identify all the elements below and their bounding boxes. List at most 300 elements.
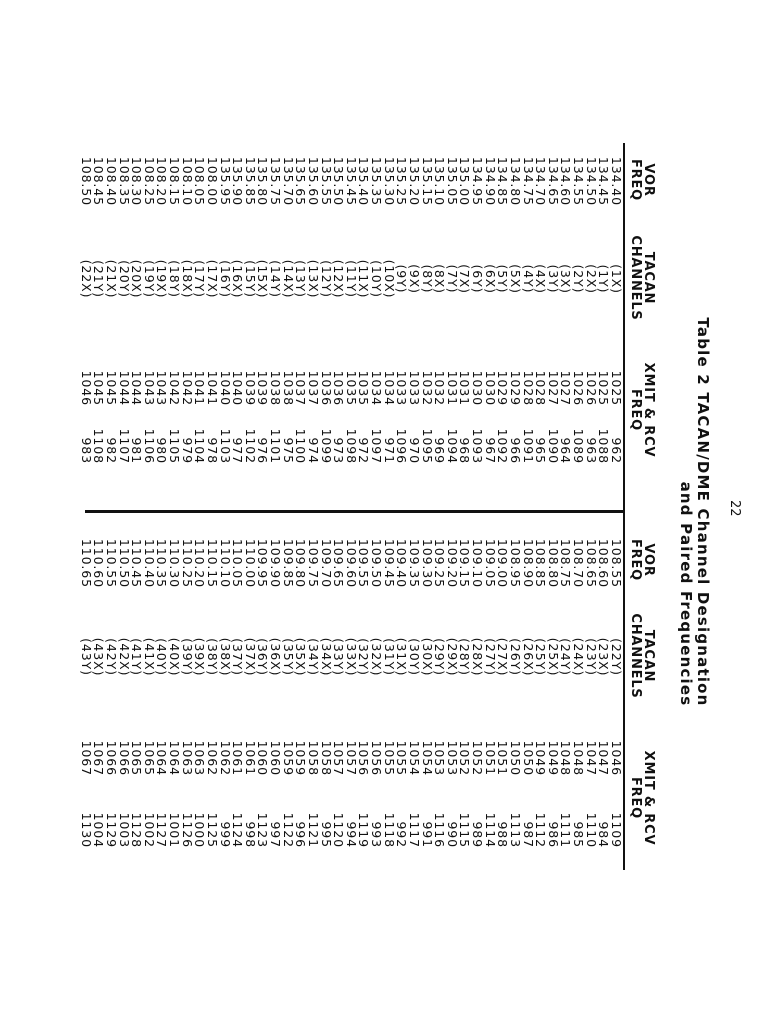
- right-vor-cell: 108.65: [583, 538, 599, 588]
- right-rcv-cell: 993: [369, 821, 385, 848]
- left-tacan-cell: (11Y): [343, 260, 359, 298]
- left-vor-cell: 108.45: [91, 156, 107, 206]
- right-vor-cell: 109.10: [470, 538, 486, 588]
- left-tacan-cell: (16Y): [217, 260, 233, 298]
- right-tacan-cell: (30X): [419, 637, 435, 677]
- left-xmit-cell: 1036: [318, 370, 334, 406]
- left-xmit-cell: 1040: [230, 370, 246, 406]
- header-left-vor-line2: FREQ: [628, 158, 643, 202]
- right-rcv-cell: 994: [343, 821, 359, 848]
- left-tacan-cell: (10Y): [369, 260, 385, 298]
- left-xmit-cell: 1042: [179, 370, 195, 406]
- right-tacan-cell: (36X): [268, 637, 284, 677]
- left-xmit-cell: 1036: [331, 370, 347, 406]
- left-xmit-cell: 1030: [482, 370, 498, 406]
- left-tacan-cell: (7X): [457, 264, 473, 294]
- left-vor-cell: 135.85: [242, 156, 258, 206]
- left-vor-cell: 108.05: [192, 156, 208, 206]
- left-xmit-cell: 1041: [192, 370, 208, 406]
- right-rcv-cell: 1001: [167, 812, 183, 848]
- right-tacan-cell: (42Y): [104, 638, 119, 676]
- right-vor-cell: 109.30: [419, 538, 435, 588]
- right-rcv-cell: 1119: [356, 812, 372, 848]
- right-tacan-cell: (33X): [343, 637, 359, 677]
- right-xmit-cell: 1066: [104, 740, 119, 776]
- left-vor-cell: 108.00: [205, 156, 220, 206]
- left-rcv-cell: 1090: [545, 428, 561, 464]
- right-rcv-cell: 987: [520, 821, 536, 848]
- right-rcv-cell: 1003: [116, 812, 132, 848]
- right-vor-cell: 109.95: [255, 538, 271, 588]
- left-rcv-cell: 976: [255, 437, 271, 464]
- header-left-tacan-line2: CHANNELS: [628, 235, 643, 321]
- right-xmit-cell: 1067: [78, 740, 94, 776]
- left-vor-cell: 135.80: [255, 156, 271, 206]
- left-vor-column: [79, 140, 622, 206]
- header-right-tacan-line2: CHANNELS: [628, 613, 643, 699]
- left-xmit-cell: 1039: [255, 370, 271, 406]
- left-tacan-cell: (21X): [104, 259, 119, 299]
- right-tacan-cell: (31X): [394, 637, 410, 677]
- right-rcv-cell: 992: [394, 821, 410, 848]
- left-vor-cell: 135.50: [331, 156, 347, 206]
- right-vor-cell: 110.15: [205, 538, 220, 588]
- left-vor-cell: 108.35: [116, 156, 132, 206]
- right-vor-cell: 109.55: [356, 538, 372, 588]
- left-tacan-cell: (13Y): [293, 260, 309, 298]
- right-tacan-cell: (23Y): [583, 638, 599, 676]
- left-vor-cell: 135.15: [419, 156, 435, 206]
- right-rcv-cell: 1115: [457, 812, 473, 848]
- left-rcv-cell: 972: [356, 437, 372, 464]
- right-vor-cell: 109.25: [432, 538, 448, 588]
- left-rcv-cell: 971: [381, 437, 397, 464]
- right-xmit-cell: 1051: [482, 740, 498, 776]
- left-xmit-cell: 1029: [508, 370, 523, 406]
- right-xmit-cell: 1065: [129, 740, 145, 776]
- right-vor-cell: 109.85: [280, 538, 296, 588]
- left-tacan-cell: (17X): [205, 259, 220, 299]
- right-vor-cell: 108.55: [609, 538, 624, 588]
- right-vor-cell: 109.20: [444, 538, 460, 588]
- header-right-vor-line1: VOR: [641, 543, 656, 577]
- right-rcv-cell: 990: [444, 821, 460, 848]
- left-xmit-cell: 1031: [444, 370, 460, 406]
- left-vor-cell: 108.50: [78, 156, 94, 206]
- right-vor-cell: 109.80: [293, 538, 309, 588]
- left-vor-cell: 135.45: [343, 156, 359, 206]
- left-rcv-cell: 1099: [318, 428, 334, 464]
- left-tacan-cell: (6Y): [470, 264, 486, 294]
- left-xmit-cell: 1033: [394, 370, 410, 406]
- right-vor-cell: 110.40: [141, 538, 157, 588]
- left-rcv-cell: 970: [407, 437, 422, 464]
- left-xmit-cell: 1033: [407, 370, 422, 406]
- left-tacan-cell: (2Y): [571, 264, 587, 294]
- left-rcv-cell: 1091: [520, 428, 536, 464]
- right-tacan-cell: (39Y): [179, 638, 195, 676]
- right-tacan-cell: (31Y): [381, 638, 397, 676]
- right-vor-cell: 110.00: [242, 538, 258, 588]
- right-vor-cell: 109.45: [381, 538, 397, 588]
- left-vor-cell: 134.85: [495, 156, 511, 206]
- left-xmit-cell: 1046: [78, 370, 94, 406]
- right-xmit-column: [79, 736, 622, 776]
- right-vor-cell: 109.15: [457, 538, 473, 588]
- left-rcv-cell: 1094: [444, 428, 460, 464]
- right-xmit-cell: 1061: [230, 740, 246, 776]
- left-tacan-cell: (3X): [558, 264, 574, 294]
- left-tacan-cell: (21Y): [91, 260, 107, 298]
- left-xmit-cell: 1044: [129, 370, 145, 406]
- left-vor-cell: 135.20: [407, 156, 422, 206]
- left-xmit-cell: 1032: [432, 370, 448, 406]
- right-tacan-cell: (22Y): [609, 638, 624, 676]
- left-vor-cell: 134.50: [583, 156, 599, 206]
- left-vor-cell: 108.15: [167, 156, 183, 206]
- left-vor-cell: 135.55: [318, 156, 334, 206]
- header-left-tacan: [629, 228, 655, 328]
- right-rcv-cell: 1126: [179, 812, 195, 848]
- right-tacan-cell: (41Y): [129, 638, 145, 676]
- header-left-xmit-line1: XMIT & RCV: [641, 362, 656, 458]
- left-xmit-cell: 1026: [583, 370, 599, 406]
- right-tacan-cell: (26Y): [508, 638, 523, 676]
- left-rcv-cell: 981: [129, 437, 145, 464]
- left-vor-cell: 135.35: [369, 156, 385, 206]
- left-vor-cell: 134.55: [571, 156, 587, 206]
- left-xmit-cell: 1039: [242, 370, 258, 406]
- right-tacan-cell: (36Y): [255, 638, 271, 676]
- left-rcv-cell: 975: [280, 437, 296, 464]
- left-xmit-cell: 1026: [571, 370, 587, 406]
- left-vor-cell: 134.90: [482, 156, 498, 206]
- left-tacan-cell: (19Y): [141, 260, 157, 298]
- right-tacan-cell: (25X): [545, 637, 561, 677]
- right-vor-cell: 110.25: [179, 538, 195, 588]
- right-vor-cell: 110.35: [154, 538, 170, 588]
- left-vor-cell: 134.45: [596, 156, 612, 206]
- right-rcv-cell: 1000: [192, 812, 208, 848]
- right-vor-cell: 110.10: [217, 538, 233, 588]
- left-tacan-cell: (17Y): [192, 260, 208, 298]
- left-xmit-column: [79, 366, 622, 406]
- header-left-vor: [629, 150, 655, 210]
- right-rcv-cell: 1118: [381, 812, 397, 848]
- right-vor-cell: 109.90: [268, 538, 284, 588]
- left-tacan-column: [79, 244, 622, 314]
- right-tacan-cell: (35X): [293, 637, 309, 677]
- right-tacan-cell: (35Y): [280, 638, 296, 676]
- right-tacan-cell: (28X): [470, 637, 486, 677]
- header-right-vor-line2: FREQ: [628, 538, 643, 582]
- right-rcv-cell: 1109: [609, 812, 624, 848]
- table-subtitle-text: and Paired Frequencies: [677, 481, 695, 707]
- right-xmit-cell: 1051: [495, 740, 511, 776]
- right-xmit-cell: 1054: [407, 740, 422, 776]
- right-vor-cell: 108.70: [571, 538, 587, 588]
- left-rcv-cell: 1101: [268, 428, 284, 464]
- right-xmit-cell: 1052: [470, 740, 486, 776]
- header-left-xmit-line2: FREQ: [628, 388, 643, 432]
- left-rcv-cell: 983: [78, 437, 94, 464]
- left-xmit-cell: 1037: [293, 370, 309, 406]
- right-tacan-cell: (41X): [141, 637, 157, 677]
- header-right-tacan-line1: TACAN: [641, 629, 656, 683]
- left-xmit-cell: 1040: [217, 370, 233, 406]
- left-rcv-cell: 977: [230, 437, 246, 464]
- left-tacan-cell: (14X): [280, 259, 296, 299]
- right-xmit-cell: 1058: [318, 740, 334, 776]
- left-tacan-cell: (4X): [533, 264, 549, 294]
- left-xmit-cell: 1037: [306, 370, 321, 406]
- header-right-vor: [629, 530, 655, 590]
- right-tacan-cell: (27X): [495, 637, 511, 677]
- left-rcv-cell: 979: [179, 437, 195, 464]
- left-xmit-cell: 1038: [268, 370, 284, 406]
- right-rcv-cell: 985: [571, 821, 587, 848]
- right-vor-cell: 108.90: [520, 538, 536, 588]
- left-vor-cell: 135.40: [356, 156, 372, 206]
- left-xmit-cell: 1028: [533, 370, 549, 406]
- left-xmit-cell: 1028: [520, 370, 536, 406]
- right-xmit-cell: 1066: [116, 740, 132, 776]
- right-rcv-cell: 991: [419, 821, 435, 848]
- right-xmit-cell: 1048: [571, 740, 587, 776]
- right-xmit-cell: 1056: [356, 740, 372, 776]
- left-tacan-cell: (16X): [230, 259, 246, 299]
- right-rcv-cell: 1128: [129, 812, 145, 848]
- left-rcv-cell: 1105: [167, 428, 183, 464]
- left-rcv-cell: 964: [558, 437, 574, 464]
- right-rcv-cell: 1120: [331, 812, 347, 848]
- right-rcv-cell: 1114: [482, 812, 498, 848]
- right-tacan-cell: (40X): [167, 637, 183, 677]
- right-rcv-cell: 1123: [255, 812, 271, 848]
- left-xmit-cell: 1027: [545, 370, 561, 406]
- left-vor-cell: 134.95: [470, 156, 486, 206]
- header-right-xmit-line2: FREQ: [628, 776, 643, 820]
- right-xmit-cell: 1053: [444, 740, 460, 776]
- header-left-tacan-line1: TACAN: [641, 251, 656, 305]
- left-xmit-cell: 1031: [457, 370, 473, 406]
- left-tacan-cell: (18X): [179, 259, 195, 299]
- left-xmit-cell: 1032: [419, 370, 435, 406]
- left-tacan-cell: (14Y): [268, 260, 284, 298]
- right-vor-cell: 110.60: [91, 538, 107, 588]
- right-rcv-cell: 999: [217, 821, 233, 848]
- right-tacan-cell: (32Y): [356, 638, 372, 676]
- right-tacan-cell: (24Y): [558, 638, 574, 676]
- left-xmit-cell: 1043: [141, 370, 157, 406]
- right-rcv-cell: 1129: [104, 812, 119, 848]
- right-tacan-cell: (28Y): [457, 638, 473, 676]
- right-vor-cell: 108.95: [508, 538, 523, 588]
- right-xmit-cell: 1056: [369, 740, 385, 776]
- right-xmit-cell: 1062: [205, 740, 220, 776]
- left-rcv-cell: 982: [104, 437, 119, 464]
- right-xmit-cell: 1059: [293, 740, 309, 776]
- left-tacan-cell: (4Y): [520, 264, 536, 294]
- header-right-tacan: [629, 606, 655, 706]
- right-vor-cell: 109.60: [343, 538, 359, 588]
- right-vor-column: [79, 522, 622, 588]
- right-rcv-cell: 995: [318, 821, 334, 848]
- left-vor-cell: 135.10: [432, 156, 448, 206]
- right-xmit-cell: 1055: [381, 740, 397, 776]
- left-vor-cell: 134.80: [508, 156, 523, 206]
- right-vor-cell: 110.65: [78, 538, 94, 588]
- right-xmit-cell: 1052: [457, 740, 473, 776]
- right-rcv-cell: 989: [470, 821, 486, 848]
- left-rcv-cell: 963: [583, 437, 599, 464]
- left-rcv-cell: 1093: [470, 428, 486, 464]
- right-xmit-cell: 1048: [558, 740, 574, 776]
- right-tacan-cell: (33Y): [331, 638, 347, 676]
- left-rcv-cell: 1092: [495, 428, 511, 464]
- header-right-xmit-line1: XMIT & RCV: [641, 750, 656, 846]
- header-left-vor-line1: VOR: [641, 163, 656, 197]
- right-xmit-cell: 1064: [167, 740, 183, 776]
- left-tacan-cell: (1X): [609, 264, 624, 294]
- right-rcv-cell: 1124: [230, 812, 246, 848]
- left-rcv-column: [79, 424, 622, 464]
- left-vor-cell: 135.75: [268, 156, 284, 206]
- right-tacan-cell: (38X): [217, 637, 233, 677]
- left-vor-cell: 135.30: [381, 156, 397, 206]
- right-vor-cell: 109.50: [369, 538, 385, 588]
- right-tacan-cell: (43Y): [78, 638, 94, 676]
- left-tacan-cell: (9X): [407, 264, 422, 294]
- left-tacan-cell: (5Y): [495, 264, 511, 294]
- page-number: 22: [727, 500, 742, 517]
- right-vor-cell: 110.45: [129, 538, 145, 588]
- left-vor-cell: 108.20: [154, 156, 170, 206]
- right-rcv-cell: 1117: [407, 812, 422, 848]
- right-xmit-cell: 1064: [154, 740, 170, 776]
- right-xmit-cell: 1057: [331, 740, 347, 776]
- right-xmit-cell: 1050: [520, 740, 536, 776]
- left-tacan-cell: (19X): [154, 259, 170, 299]
- left-vor-cell: 134.75: [520, 156, 536, 206]
- right-xmit-cell: 1055: [394, 740, 410, 776]
- right-tacan-cell: (37Y): [230, 638, 246, 676]
- right-tacan-cell: (34Y): [306, 638, 321, 676]
- left-xmit-cell: 1035: [343, 370, 359, 406]
- right-vor-cell: 110.20: [192, 538, 208, 588]
- left-xmit-cell: 1043: [154, 370, 170, 406]
- left-xmit-cell: 1034: [381, 370, 397, 406]
- right-tacan-cell: (38Y): [205, 638, 220, 676]
- left-tacan-cell: (8X): [432, 264, 448, 294]
- right-tacan-cell: (24X): [571, 637, 587, 677]
- right-rcv-cell: 1110: [583, 812, 599, 848]
- header-left-xmit: [629, 355, 655, 465]
- right-tacan-cell: (29Y): [432, 638, 448, 676]
- right-tacan-cell: (29X): [444, 637, 460, 677]
- left-vor-cell: 108.10: [179, 156, 195, 206]
- left-rcv-cell: 1095: [419, 428, 435, 464]
- right-rcv-column: [79, 808, 622, 848]
- right-xmit-cell: 1057: [343, 740, 359, 776]
- left-tacan-cell: (10X): [381, 259, 397, 299]
- left-rcv-cell: 967: [482, 437, 498, 464]
- column-divider: [85, 510, 625, 513]
- right-vor-cell: 108.80: [545, 538, 561, 588]
- left-xmit-cell: 1030: [470, 370, 486, 406]
- left-tacan-cell: (6X): [482, 264, 498, 294]
- left-rcv-cell: 968: [457, 437, 473, 464]
- left-rcv-cell: 1102: [242, 428, 258, 464]
- left-xmit-cell: 1045: [104, 370, 119, 406]
- right-xmit-cell: 1063: [192, 740, 208, 776]
- table-title: Table 2 TACAN/DME Channel Designation: [694, 317, 712, 707]
- right-tacan-cell: (40Y): [154, 638, 170, 676]
- right-xmit-cell: 1067: [91, 740, 107, 776]
- left-tacan-cell: (7Y): [444, 264, 460, 294]
- left-tacan-cell: (13X): [306, 259, 321, 299]
- left-tacan-cell: (20Y): [116, 260, 132, 298]
- right-rcv-cell: 1130: [78, 812, 94, 848]
- right-tacan-cell: (39X): [192, 637, 208, 677]
- right-rcv-cell: 1113: [508, 812, 523, 848]
- left-tacan-cell: (8Y): [419, 264, 435, 294]
- left-tacan-cell: (9Y): [394, 264, 410, 294]
- left-xmit-cell: 1027: [558, 370, 574, 406]
- right-tacan-cell: (26X): [520, 637, 536, 677]
- right-xmit-cell: 1047: [596, 740, 612, 776]
- left-vor-cell: 135.65: [293, 156, 309, 206]
- right-xmit-cell: 1054: [419, 740, 435, 776]
- right-rcv-cell: 1002: [141, 812, 157, 848]
- left-rcv-cell: 966: [508, 437, 523, 464]
- left-rcv-cell: 962: [609, 437, 624, 464]
- left-rcv-cell: 1098: [343, 428, 359, 464]
- right-rcv-cell: 1127: [154, 812, 170, 848]
- left-vor-cell: 135.00: [457, 156, 473, 206]
- right-rcv-cell: 984: [596, 821, 612, 848]
- right-rcv-cell: 1116: [432, 812, 448, 848]
- left-rcv-cell: 1088: [596, 428, 612, 464]
- left-tacan-cell: (1Y): [596, 264, 612, 294]
- left-xmit-cell: 1034: [369, 370, 385, 406]
- right-tacan-cell: (25Y): [533, 638, 549, 676]
- left-tacan-cell: (22X): [78, 259, 94, 299]
- right-xmit-cell: 1053: [432, 740, 448, 776]
- left-rcv-cell: 1100: [293, 428, 309, 464]
- left-rcv-cell: 1108: [91, 428, 107, 464]
- left-xmit-cell: 1025: [596, 370, 612, 406]
- left-rcv-cell: 978: [205, 437, 220, 464]
- left-vor-cell: 108.40: [104, 156, 119, 206]
- left-tacan-cell: (15X): [255, 259, 271, 299]
- left-vor-cell: 135.90: [230, 156, 246, 206]
- right-xmit-cell: 1063: [179, 740, 195, 776]
- right-rcv-cell: 1111: [558, 812, 574, 848]
- left-vor-cell: 134.65: [545, 156, 561, 206]
- right-vor-cell: 108.85: [533, 538, 549, 588]
- left-xmit-cell: 1025: [609, 370, 624, 406]
- left-tacan-cell: (15Y): [242, 260, 258, 298]
- left-vor-cell: 134.70: [533, 156, 549, 206]
- left-vor-cell: 134.40: [609, 156, 624, 206]
- right-xmit-cell: 1049: [533, 740, 549, 776]
- right-xmit-cell: 1065: [141, 740, 157, 776]
- right-rcv-cell: 1004: [91, 812, 107, 848]
- right-tacan-cell: (32X): [369, 637, 385, 677]
- right-vor-cell: 109.75: [306, 538, 321, 588]
- left-vor-cell: 135.95: [217, 156, 233, 206]
